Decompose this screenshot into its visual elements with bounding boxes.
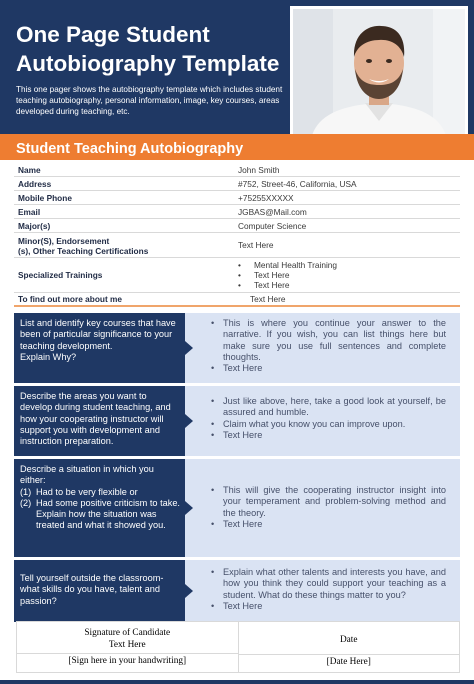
- question-1-answer: [185, 313, 460, 383]
- minor-label: [14, 233, 234, 257]
- address-label: Address: [18, 178, 52, 189]
- info-row-email: [14, 205, 460, 219]
- page-description: This one pager shows the autobiography template which includes student teaching autobiography, personal information, image, key courses, areas developed during teaching, etc.: [16, 85, 283, 116]
- major-value: Computer Science: [238, 220, 307, 231]
- section-title: Student Teaching Autobiography: [16, 141, 244, 157]
- question-4-prompt: Tell yourself outside the classroom- what skills do you have, talent and passion?: [14, 560, 185, 622]
- info-row-name: [14, 163, 460, 177]
- personal-info-table: [14, 163, 460, 307]
- question-2-prompt: Describe the areas you want to develop during student teaching, and how your cooperating instructor will support you with development and instruction preparation.: [14, 386, 185, 456]
- trainings-list: [238, 260, 337, 291]
- address-value: #752, Street-46, California, USA: [238, 178, 357, 189]
- answer-bullet: • Text Here: [211, 601, 446, 612]
- answer-bullet: • Text Here: [211, 363, 446, 374]
- arrow-right-icon: [185, 414, 193, 428]
- info-row-more: [14, 293, 460, 307]
- answer-bullet: • Text Here: [211, 430, 446, 441]
- question-3-item-2: [20, 498, 181, 532]
- profile-photo: [290, 6, 468, 142]
- question-3-intro: Describe a situation in which you either:: [20, 464, 154, 486]
- list-item: • Text Here: [238, 280, 337, 290]
- arrow-right-icon: [185, 341, 193, 355]
- signature-column: [17, 622, 238, 672]
- info-row-mobile: [14, 191, 460, 205]
- list-item: • Mental Health Training: [238, 260, 337, 270]
- info-row-major: [14, 219, 460, 233]
- name-label: Name: [18, 164, 41, 175]
- signature-label: Signature of Candidate: [84, 627, 171, 638]
- arrow-right-icon: [185, 584, 193, 598]
- mobile-value: +75255XXXXX: [238, 192, 294, 203]
- info-row-trainings: [14, 258, 460, 293]
- answer-bullet: • Explain what other talents and interests you have, and how you think they could support your teaching as a student. What do these things matter to you?: [211, 567, 446, 601]
- question-3-answer: [185, 459, 460, 557]
- email-label: Email: [18, 206, 41, 217]
- question-row-2: [14, 386, 460, 456]
- date-column: [238, 622, 460, 672]
- divider: [17, 653, 238, 654]
- info-row-address: [14, 177, 460, 191]
- footer-bar: [0, 680, 474, 684]
- item-text: Had to be very flexible or: [36, 486, 138, 497]
- date-label: Date: [339, 634, 358, 645]
- signature-hint: [Sign here in your handwriting]: [68, 655, 187, 666]
- trainings-label: Specialized Trainings: [18, 270, 103, 280]
- more-label: To find out more about me: [18, 294, 123, 304]
- question-1-prompt: List and identify key courses that have been of particular significance to your teaching development. Explain Why?: [14, 313, 185, 383]
- question-3-item-1: [20, 487, 181, 498]
- signature-table: [16, 621, 460, 673]
- answer-bullet: • This is where you continue your answer to the narrative. If you wish, you can list things here but make sure you use full sentences and complete thoughts.: [211, 318, 446, 363]
- email-value: JGBAS@Mail.com: [238, 206, 307, 217]
- item-text: Had some positive criticism to take. Explain how the situation was treated and what it showed you.: [36, 497, 180, 531]
- title-line-2: Autobiography Template: [16, 51, 280, 76]
- more-value: Text Here: [250, 294, 286, 304]
- question-row-1: [14, 313, 460, 383]
- question-2-answer: [185, 386, 460, 456]
- answer-bullet: • Claim what you know you can improve upon.: [211, 419, 446, 430]
- minor-label-line-2: (s), Other Teaching Certifications: [18, 246, 149, 256]
- arrow-right-icon: [185, 501, 193, 515]
- trainings-value: [234, 258, 460, 292]
- name-value: John Smith: [238, 164, 280, 175]
- questions-section: [14, 313, 460, 625]
- item-number: (2): [20, 497, 32, 508]
- title-line-1: One Page Student: [16, 22, 210, 47]
- question-row-4: [14, 560, 460, 622]
- question-row-3: [14, 459, 460, 557]
- question-3-prompt: [14, 459, 185, 557]
- minor-value: Text Here: [238, 240, 274, 250]
- list-item: • Text Here: [238, 270, 337, 280]
- page-title: [16, 20, 316, 78]
- question-4-answer: [185, 560, 460, 622]
- answer-bullet: • Text Here: [211, 519, 446, 530]
- person-portrait-icon: [293, 9, 465, 139]
- major-label: Major(s): [18, 220, 51, 231]
- divider: [239, 654, 460, 655]
- minor-label-line-1: Minor(S), Endorsement: [18, 236, 110, 246]
- signature-text: Text Here: [108, 640, 146, 651]
- date-hint: [Date Here]: [326, 657, 371, 667]
- mobile-label: Mobile Phone: [18, 192, 72, 203]
- item-number: (1): [20, 486, 32, 497]
- info-row-minor: [14, 233, 460, 258]
- answer-bullet: • Just like above, here, take a good look at yourself, be assured and humble.: [211, 396, 446, 419]
- answer-bullet: • This will give the cooperating instructor insight into your temperament and problem-solving method and the theory.: [211, 485, 446, 519]
